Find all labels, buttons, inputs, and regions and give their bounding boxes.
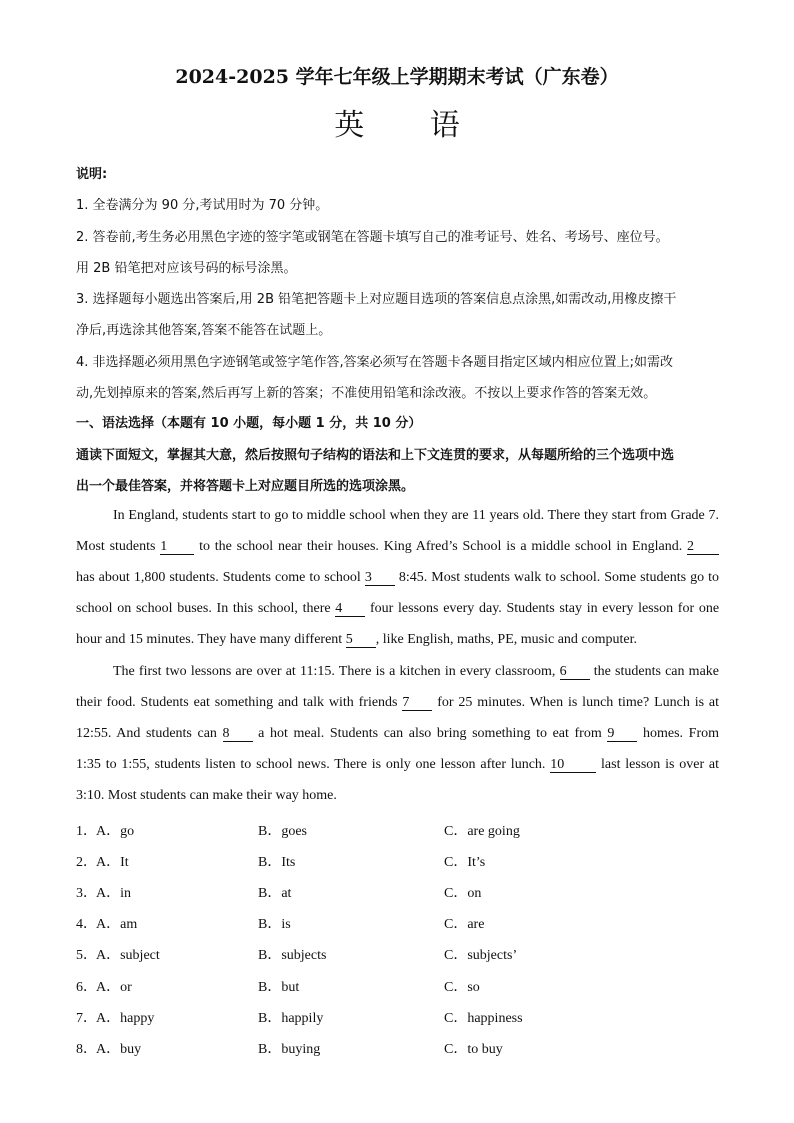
passage-line bbox=[76, 695, 719, 711]
option-a: A．happy bbox=[96, 1011, 155, 1026]
passage-text: hour and 15 minutes. They have many different bbox=[76, 632, 343, 647]
passage-text: 8:45. Most students walk to school. Some students go to bbox=[398, 570, 720, 585]
blank-8: 8 bbox=[223, 727, 253, 742]
passage-text: last lesson is over at bbox=[601, 757, 720, 772]
passage-text: four lessons every day. Students stay in every lesson for one bbox=[370, 601, 720, 616]
option-c: C．to buy bbox=[444, 1042, 503, 1057]
passage-line bbox=[76, 539, 719, 555]
question-number: 4． bbox=[76, 917, 97, 932]
option-b: B．happily bbox=[258, 1011, 324, 1026]
passage-text: Most students bbox=[76, 539, 156, 554]
blank-9: 9 bbox=[607, 727, 637, 742]
option-a: A．It bbox=[96, 855, 129, 870]
passage-line bbox=[76, 570, 719, 586]
section-heading: 一、语法选择（本题有 10 小题，每小题 1 分，共 10 分） bbox=[76, 416, 422, 431]
instruction-line: 1. 全卷满分为 90 分,考试用时为 70 分钟。 bbox=[76, 198, 329, 213]
blank-1: 1 bbox=[160, 540, 194, 555]
passage-text: 3:10. Most students can make their way home. bbox=[76, 788, 337, 803]
option-b: B．subjects bbox=[258, 948, 327, 963]
option-c: C．are going bbox=[444, 824, 520, 839]
blank-5: 5 bbox=[346, 633, 376, 648]
subject-title: 英 语 bbox=[334, 108, 488, 143]
section-directions: 出一个最佳答案，并将答题卡上对应题目所选的选项涂黑。 bbox=[76, 479, 415, 494]
section-directions: 通读下面短文，掌握其大意，然后按照句子结构的语法和上下文连贯的要求，从每题所给的三个选项中选 bbox=[76, 448, 675, 463]
instruction-line: 4. 非选择题必须用黑色字迹钢笔或签字笔作答,答案必须写在答题卡各题目指定区域内相应位置上;如需改 bbox=[76, 355, 674, 370]
instructions-label: 说明: bbox=[76, 167, 108, 182]
instruction-line: 2. 答卷前,考生务必用黑色字迹的签字笔或钢笔在答题卡填写自己的准考证号、姓名、考场号、座位号。 bbox=[76, 230, 669, 245]
option-b: B．Its bbox=[258, 855, 296, 870]
passage-text: their food. Students eat something and talk with friends bbox=[76, 695, 398, 710]
option-c: C．happiness bbox=[444, 1011, 523, 1026]
passage-text: homes. From bbox=[643, 726, 720, 741]
passage-text: a hot meal. Students can also bring something to eat from bbox=[258, 726, 602, 741]
blank-4: 4 bbox=[335, 602, 365, 617]
option-c: C．are bbox=[444, 917, 485, 932]
passage-text: to the school near their houses. King Afred’s School is a middle school in England. bbox=[199, 539, 683, 554]
passage-text: The first two lessons are over at 11:15. There is a kitchen in every classroom, bbox=[113, 664, 556, 679]
passage-text: the students can make bbox=[593, 664, 719, 679]
option-a: A．go bbox=[96, 824, 135, 839]
option-c: C．so bbox=[444, 980, 480, 995]
passage-text: 12:55. And students can bbox=[76, 726, 217, 741]
option-c: C．It’s bbox=[444, 855, 486, 870]
option-a: A．in bbox=[96, 886, 131, 901]
instruction-line: 动,先划掉原来的答案,然后再写上新的答案；不准使用铅笔和涂改液。不按以上要求作答的答案无效。 bbox=[76, 386, 657, 401]
passage-line bbox=[76, 632, 719, 648]
instruction-line: 3. 选择题每小题选出答案后,用 2B 铅笔把答题卡上对应题目选项的答案信息点涂黑,如需改动,用橡皮擦干 bbox=[76, 292, 677, 307]
question-number: 3． bbox=[76, 886, 97, 901]
passage-line bbox=[76, 664, 719, 680]
passage-text: school on school buses. In this school, there bbox=[76, 601, 331, 616]
instruction-line: 净后,再选涂其他答案,答案不能答在试题上。 bbox=[76, 323, 332, 338]
passage-line bbox=[76, 508, 719, 524]
option-b: B．goes bbox=[258, 824, 307, 839]
option-c: C．subjects’ bbox=[444, 948, 518, 963]
option-a: A．am bbox=[96, 917, 138, 932]
instruction-line: 用 2B 铅笔把对应该号码的标号涂黑。 bbox=[76, 261, 297, 276]
option-b: B．is bbox=[258, 917, 291, 932]
blank-3: 3 bbox=[365, 571, 395, 586]
exam-title: 2024-2025 学年七年级上学期期末考试（广东卷） bbox=[175, 66, 619, 88]
option-b: B．at bbox=[258, 886, 292, 901]
option-a: A．or bbox=[96, 980, 132, 995]
blank-6: 6 bbox=[560, 665, 590, 680]
passage-text: has about 1,800 students. Students come to school bbox=[76, 570, 361, 585]
passage-text: , like English, maths, PE, music and computer. bbox=[375, 632, 638, 647]
option-a: A．subject bbox=[96, 948, 160, 963]
passage-line bbox=[76, 601, 719, 617]
blank-7: 7 bbox=[402, 696, 432, 711]
question-number: 8． bbox=[76, 1042, 97, 1057]
passage-text: 1:35 to 1:55, students listen to school news. There is only one lesson after lunch. bbox=[76, 757, 546, 772]
question-number: 5． bbox=[76, 948, 97, 963]
blank-10: 10 bbox=[550, 758, 596, 773]
passage-text: for 25 minutes. When is lunch time? Lunch is at bbox=[437, 695, 720, 710]
blank-2: 2 bbox=[687, 540, 719, 555]
passage-line bbox=[76, 788, 719, 804]
question-number: 6． bbox=[76, 980, 97, 995]
question-number: 1． bbox=[76, 824, 97, 839]
option-b: B．buying bbox=[258, 1042, 321, 1057]
passage-line bbox=[76, 757, 719, 773]
option-b: B．but bbox=[258, 980, 300, 995]
option-c: C．on bbox=[444, 886, 482, 901]
question-number: 2． bbox=[76, 855, 97, 870]
option-a: A．buy bbox=[96, 1042, 142, 1057]
passage-line bbox=[76, 726, 719, 742]
passage-text: In England, students start to go to middle school when they are 11 years old. There they start from Grade 7. bbox=[113, 508, 719, 523]
question-number: 7． bbox=[76, 1011, 97, 1026]
